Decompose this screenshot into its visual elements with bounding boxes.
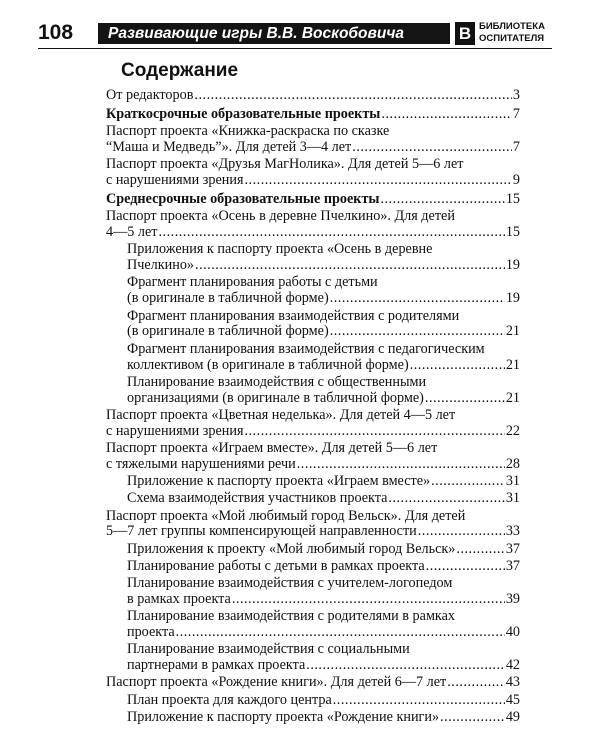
toc-page-number: 22 xyxy=(505,422,520,439)
toc-entry-text: коллективом (в оригинале в табличной форме) xyxy=(127,356,409,373)
toc-entry-text: Паспорт проекта «Осень в деревне Пчелкино». Для детей xyxy=(106,208,455,225)
toc-entry[interactable] xyxy=(106,441,520,473)
toc-entry[interactable] xyxy=(106,710,520,726)
dot-leader xyxy=(426,559,505,575)
toc-entry[interactable] xyxy=(106,88,520,104)
toc-entry-text: План проекта для каждого центра xyxy=(127,691,332,708)
toc-page-number: 37 xyxy=(505,540,520,557)
toc-entry-text: Пчелкино» xyxy=(127,257,195,274)
toc-page-number: 39 xyxy=(505,590,520,607)
toc-entry-text: Приложение к паспорту проекта «Рождение книги» xyxy=(127,708,440,725)
toc-page-number: 21 xyxy=(505,389,520,406)
toc-page-number: 21 xyxy=(505,323,520,340)
dot-leader xyxy=(418,524,505,540)
toc-entry-text: Среднесрочные образовательные проекты xyxy=(106,191,380,208)
dot-leader xyxy=(447,675,505,691)
toc-entry[interactable] xyxy=(106,693,520,709)
toc-page-number: 49 xyxy=(505,708,520,725)
toc-entry-text: Планирование работы с детьми в рамках проекта xyxy=(127,557,425,574)
toc-page-number: 19 xyxy=(505,257,520,274)
toc-entry-text: Фрагмент планирования работы с детьми xyxy=(127,274,378,291)
toc-page-number: 43 xyxy=(505,674,520,691)
toc-page-number: 40 xyxy=(505,624,520,641)
dot-leader xyxy=(381,192,505,208)
toc-entry-text: с нарушениями зрения xyxy=(106,172,244,189)
toc-page-number: 21 xyxy=(505,356,520,373)
dot-leader xyxy=(330,291,505,307)
toc-entry-text: Планирование взаимодействия с учителем-логопедом xyxy=(127,575,453,592)
toc-entry-text: 5—7 лет группы компенсирующей направленности xyxy=(106,523,417,540)
toc-page-number: 31 xyxy=(505,473,520,490)
running-title: Развивающие игры В.В. Воскобовича xyxy=(98,23,450,44)
toc-entry[interactable] xyxy=(106,576,520,608)
series-logo xyxy=(455,20,555,46)
series-logo-line1: БИБЛИОТЕКА xyxy=(479,21,545,32)
toc-entry-text: Планирование взаимодействия с социальными xyxy=(127,641,410,658)
series-logo-line2: ОСПИТАТЕЛЯ xyxy=(479,33,545,44)
toc-page-number: 9 xyxy=(512,172,520,189)
toc-entry[interactable] xyxy=(106,342,520,374)
toc-entry[interactable] xyxy=(106,209,520,241)
toc-page-number: 33 xyxy=(505,523,520,540)
toc-page-number: 42 xyxy=(505,657,520,674)
toc-entry-text: 4—5 лет xyxy=(106,224,158,241)
toc-entry[interactable] xyxy=(106,157,520,189)
toc-entry-text: “Маша и Медведь”». Для детей 3—4 лет xyxy=(106,139,352,156)
toc-page-number: 15 xyxy=(505,224,520,241)
dot-leader xyxy=(410,358,505,374)
toc-entry-text: (в оригинале в табличной форме) xyxy=(127,323,329,340)
toc-page-number: 7 xyxy=(512,105,520,122)
toc-entry-text: Паспорт проекта «Играем вместе». Для детей 5—6 лет xyxy=(106,440,438,456)
toc-page-number: 31 xyxy=(505,490,520,507)
toc-entry-text: Паспорт проекта «Друзья МагНолика». Для детей 5—6 лет xyxy=(106,156,464,173)
toc-entry[interactable] xyxy=(106,609,520,641)
toc-entry[interactable] xyxy=(106,124,520,156)
toc-entry[interactable] xyxy=(106,375,520,407)
toc-entry-text: с нарушениями зрения xyxy=(106,422,244,439)
toc-entry[interactable] xyxy=(106,542,520,558)
dot-leader xyxy=(381,107,512,123)
dot-leader xyxy=(176,625,505,641)
series-logo-text xyxy=(479,21,545,45)
toc-entry-text: организациями (в оригинале в табличной форме) xyxy=(127,389,424,406)
toc-entry-text: Паспорт проекта «Рождение книги». Для детей 6—7 лет xyxy=(106,674,447,691)
toc-entry[interactable] xyxy=(106,491,520,507)
page-title: Содержание xyxy=(121,60,239,81)
toc-entry-text: партнерами в рамках проекта xyxy=(127,657,306,674)
dot-leader xyxy=(159,225,505,241)
toc-entry-text: Краткосрочные образовательные проекты xyxy=(106,105,381,122)
dot-leader xyxy=(456,542,504,558)
dot-leader xyxy=(333,693,505,709)
toc-page-number: 3 xyxy=(512,87,520,103)
dot-leader xyxy=(297,457,505,473)
page-number: 108 xyxy=(38,21,74,44)
toc-entry[interactable] xyxy=(106,474,520,490)
dot-leader xyxy=(194,88,511,104)
toc-entry[interactable] xyxy=(106,192,520,208)
toc-page-number: 45 xyxy=(505,691,520,708)
dot-leader xyxy=(388,491,504,507)
toc-entry-text: Схема взаимодействия участников проекта xyxy=(127,490,388,507)
table-of-contents xyxy=(106,88,520,727)
toc-entry[interactable] xyxy=(106,642,520,674)
toc-entry-text: с тяжелыми нарушениями речи xyxy=(106,455,296,472)
toc-page-number: 37 xyxy=(505,557,520,574)
toc-entry-text: Приложение к паспорту проекта «Играем вместе» xyxy=(127,473,431,490)
toc-entry-text: Паспорт проекта «Мой любимый город Вельск». Для детей xyxy=(106,507,466,524)
toc-entry-text: Фрагмент планирования взаимодействия с педагогическим xyxy=(127,340,485,357)
toc-entry-text: Планирование взаимодействия с родителями в рамках xyxy=(127,608,455,625)
toc-page-number: 28 xyxy=(505,455,520,472)
toc-entry-text: проекта xyxy=(127,624,175,641)
page-header xyxy=(38,20,552,46)
toc-entry[interactable] xyxy=(106,408,520,440)
toc-entry-text: в рамках проекта xyxy=(127,590,231,607)
dot-leader xyxy=(232,592,505,608)
toc-entry-text: Фрагмент планирования взаимодействия с родителями xyxy=(127,307,460,324)
toc-page-number: 7 xyxy=(512,139,520,156)
dot-leader xyxy=(195,258,505,274)
toc-page-number: 19 xyxy=(505,290,520,307)
dot-leader xyxy=(306,658,505,674)
header-rule xyxy=(38,48,552,49)
toc-entry[interactable] xyxy=(106,675,520,691)
toc-entry[interactable] xyxy=(106,107,520,123)
toc-page-number: 15 xyxy=(505,191,520,208)
toc-entry-text: Паспорт проекта «Книжка-раскраска по сказке xyxy=(106,123,390,140)
toc-entry[interactable] xyxy=(106,242,520,274)
dot-leader xyxy=(431,474,505,490)
toc-entry-text: Приложения к проекту «Мой любимый город Вельск» xyxy=(127,540,456,557)
toc-entry[interactable] xyxy=(106,509,520,541)
dot-leader xyxy=(330,324,505,340)
dot-leader xyxy=(425,391,505,407)
toc-entry[interactable] xyxy=(106,559,520,575)
toc-entry-text: Планирование взаимодействия с общественными xyxy=(127,373,427,390)
dot-leader xyxy=(245,424,505,440)
toc-entry[interactable] xyxy=(106,275,520,307)
dot-leader xyxy=(352,140,512,156)
dot-leader xyxy=(440,710,505,726)
toc-entry-text: От редакторов xyxy=(106,87,194,103)
toc-entry-text: Паспорт проекта «Цветная неделька». Для детей 4—5 лет xyxy=(106,406,456,423)
toc-entry-text: (в оригинале в табличной форме) xyxy=(127,290,329,307)
toc-entry-text: Приложения к паспорту проекта «Осень в деревне xyxy=(127,241,433,258)
toc-entry[interactable] xyxy=(106,309,520,341)
dot-leader xyxy=(245,173,512,189)
series-logo-letter: В xyxy=(455,22,475,45)
